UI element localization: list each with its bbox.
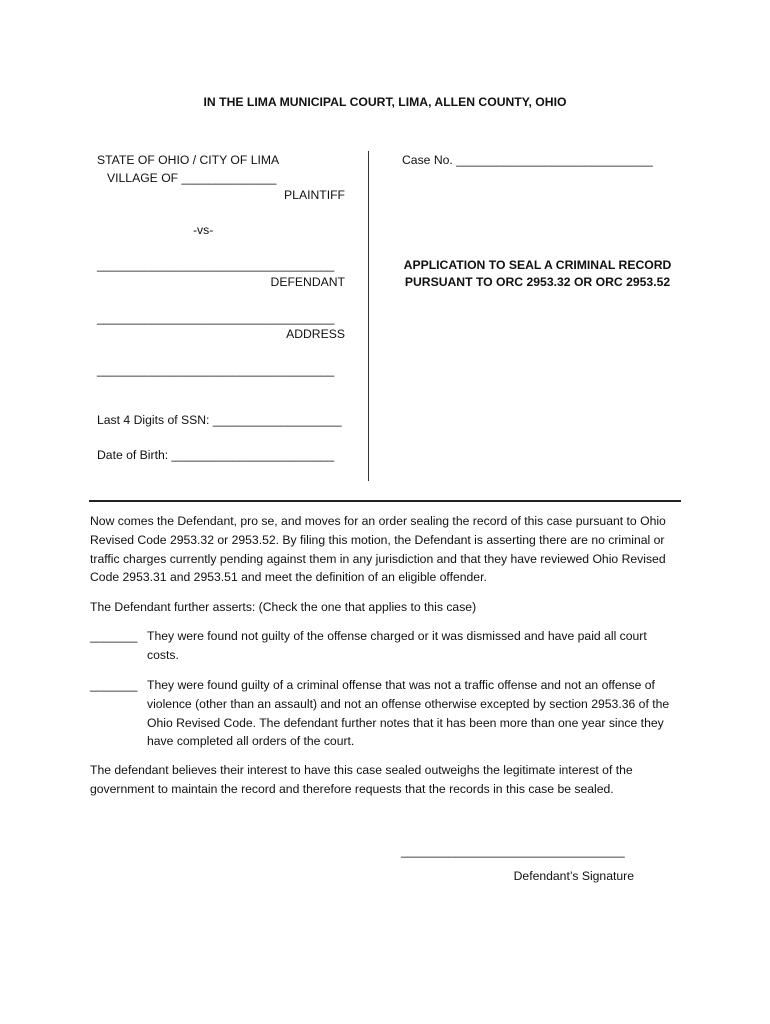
address-blank: ___________________________________ — [97, 311, 335, 325]
option-1-text: They were found not guilty of the offense charged or it was dismissed and have paid all court costs. — [147, 629, 647, 662]
plaintiff-line-1: STATE OF OHIO / CITY OF LIMA — [97, 153, 280, 167]
ssn-field: Last 4 Digits of SSN: ___________________ — [97, 413, 342, 427]
court-title: IN THE LIMA MUNICIPAL COURT, LIMA, ALLEN COUNTY, OHIO — [203, 95, 567, 109]
case-number-field: Case No. _____________________________ — [402, 153, 653, 167]
plaintiff-label: PLAINTIFF — [284, 188, 345, 202]
document-title-line-2: PURSUANT TO ORC 2953.32 OR ORC 2953.52 — [404, 275, 671, 289]
signature-line: _________________________________ — [401, 844, 625, 858]
option-1-checkbox-blank: _______ — [90, 629, 138, 643]
conclusion-paragraph: The defendant believes their interest to have this case sealed outweighs the legitimate interest of the government to maintain the record and therefore requests that the records in this case be sealed. — [90, 763, 633, 796]
option-2-checkbox-blank: _______ — [90, 678, 138, 692]
defendant-label: DEFENDANT — [270, 275, 345, 289]
plaintiff-village-line: VILLAGE OF ______________ — [107, 171, 277, 185]
intro-paragraph: Now comes the Defendant, pro se, and moves for an order sealing the record of this case pursuant to Ohio Revised Code 2953.32 or 2953.52. By filing this motion, the Defendant is asserting there are no criminal or traffic charges currently pending against them in any jurisdiction and that they have reviewed Ohio Revised Code 2953.31 and 2953.51 and meet the definition of an eligible offender. — [90, 514, 666, 585]
option-2-text: They were found guilty of a criminal offense that was not a traffic offense and not an offense of violence (other than an assault) and not an offense otherwise excepted by section 2953.36 of the Ohio Revised Code. The defendant further notes that it has been more than one year since they have completed all orders of the court. — [147, 678, 670, 749]
defendant-name-blank: ___________________________________ — [97, 258, 335, 272]
caption-divider — [368, 151, 369, 481]
further-asserts: The Defendant further asserts: (Check the one that applies to this case) — [90, 600, 477, 614]
caption-separator — [89, 500, 681, 502]
address-label: ADDRESS — [286, 327, 345, 341]
versus-label: -vs- — [193, 223, 214, 237]
address-blank-2: ___________________________________ — [97, 363, 335, 377]
document-title-line-1: APPLICATION TO SEAL A CRIMINAL RECORD — [403, 258, 672, 272]
dob-field: Date of Birth: ________________________ — [97, 448, 335, 462]
signature-label: Defendant’s Signature — [513, 869, 634, 883]
